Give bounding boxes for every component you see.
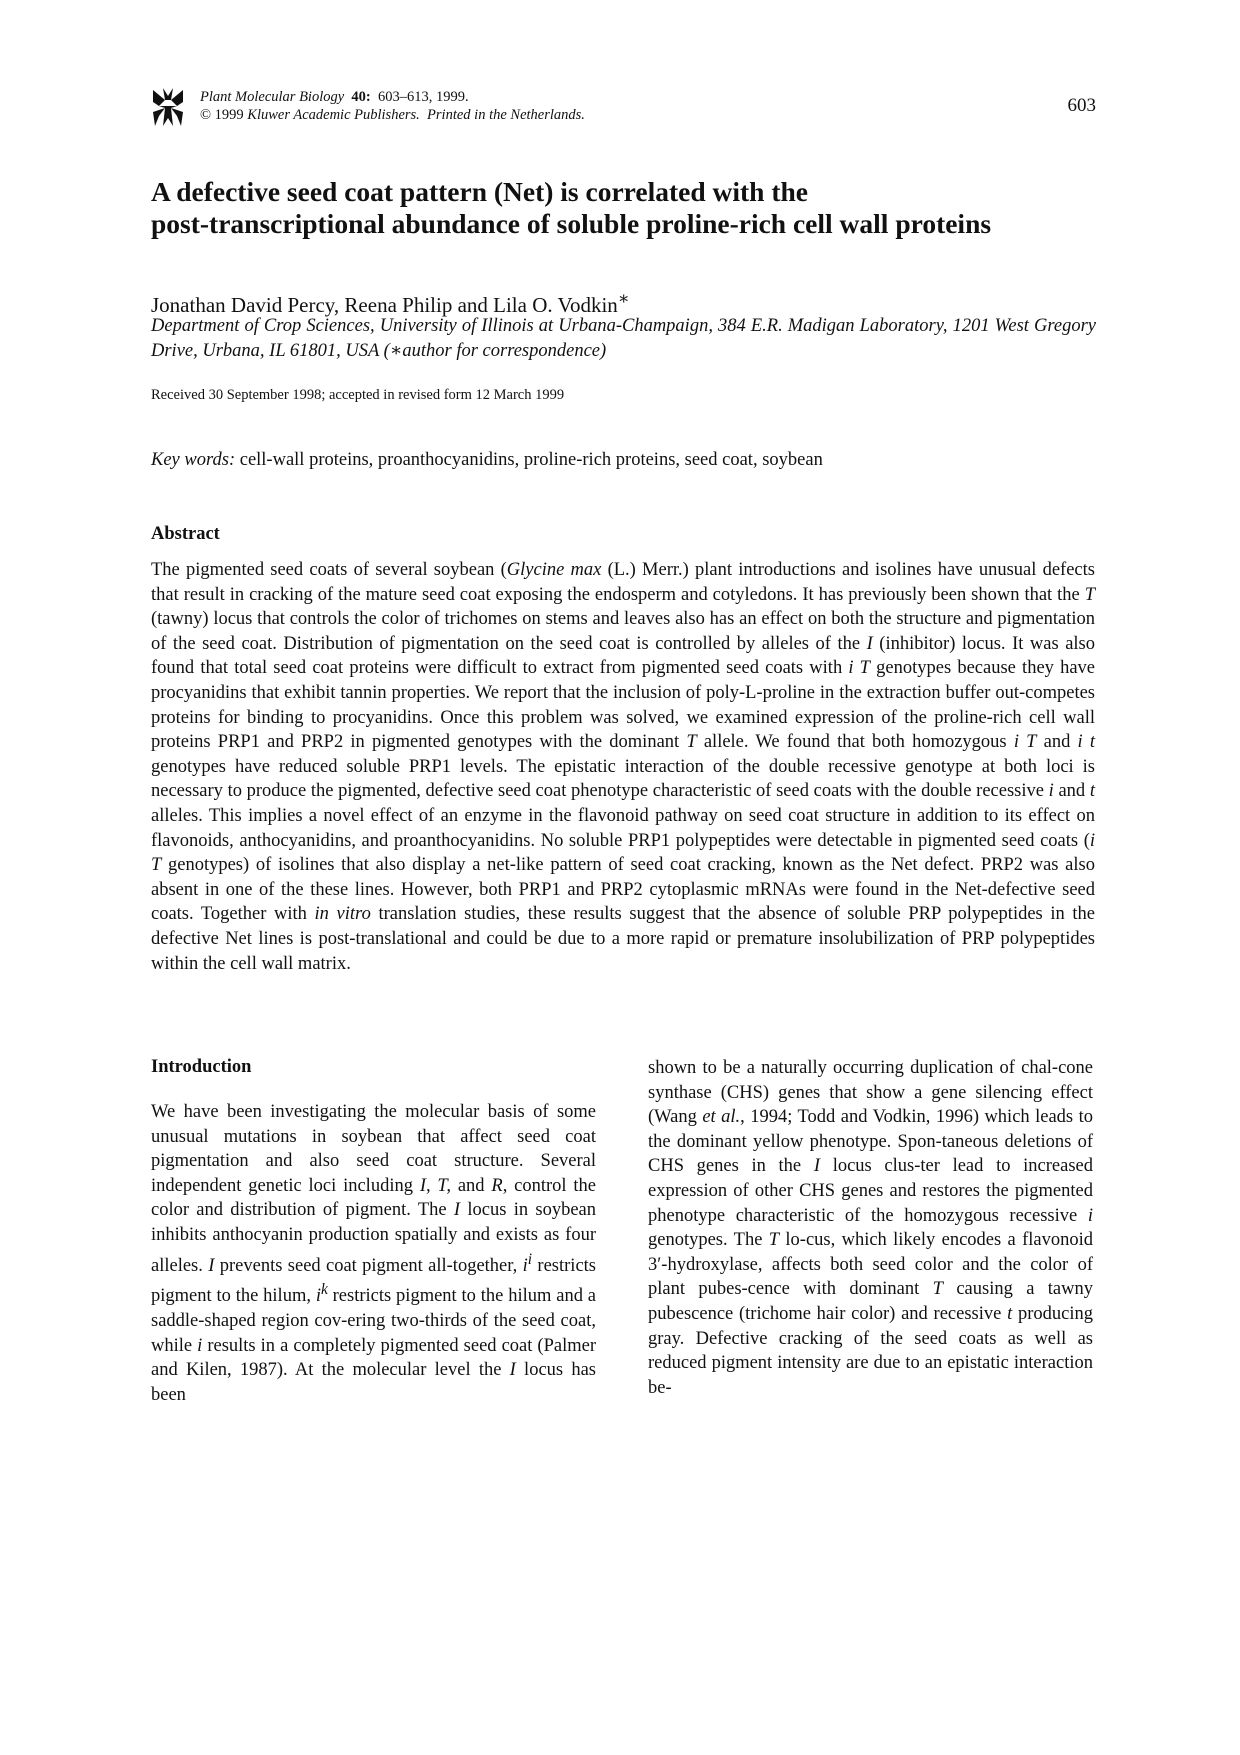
keywords [151,450,823,471]
keywords-label: Key words: [151,450,236,470]
page-number: 603 [1067,95,1096,116]
abstract-text: The pigmented seed coats of several soybean (Glycine max (L.) Merr.) plant introductions and isolines have unusual defects that result in cracking of the mature seed coat exposing the endosperm and cotyledons. It has previously been shown that the T (tawny) locus that controls the color of trichomes on stems and leaves also has an effect on both the structure and pigmentation of the seed coat. Distribution of pigmentation on the seed coat is controlled by alleles of the I (inhibitor) locus. It was also found that total seed coat proteins were difficult to extract from pigmented seed coats with i T genotypes because they have procyanidins that exhibit tannin properties. We report that the inclusion of poly-L-proline in the extraction buffer out-competes proteins for binding to procyanidins. Once this problem was solved, we examined expression of the proline-rich cell wall proteins PRP1 and PRP2 in pigmented genotypes with the dominant T allele. We found that both homozygous i T and i t genotypes have reduced soluble PRP1 levels. The epistatic interaction of the double recessive genotype at both loci is necessary to produce the pigmented, defective seed coat phenotype characteristic of seed coats with the double recessive i and t alleles. This implies a novel effect of an enzyme in the flavonoid pathway on seed coat structure in addition to its effect on flavonoids, anthocyanidins, and proanthocyanidins. No soluble PRP1 polypeptides were detectable in pigmented seed coats (i T genotypes) of isolines that also display a net-like pattern of seed coat cracking, known as the Net defect. PRP2 was also absent in one of the these lines. However, both PRP1 and PRP2 cytoplasmic mRNAs were found in the Net-defective seed coats. Together with in vitro translation studies, these results suggest that the absence of soluble PRP polypeptides in the defective Net lines is post-translational and could be due to a more rapid or premature insolubilization of PRP polypeptides within the cell wall matrix. [151,560,1096,974]
publisher-name: Kluwer Academic Publishers. [247,107,420,123]
abstract-heading: Abstract [151,524,220,544]
journal-citation [200,88,585,124]
copyright-symbol: © [200,107,212,123]
introduction-column-left: We have been investigating the molecular basis of some unusual mutations in soybean that affect seed coat pigmentation and also seed coat structure. Several independent genetic loci including I, T, and R, control the color and distribution of pigment. The I locus in soybean inhibits anthocyanin production spatially and exists as four alleles. I prevents seed coat pigment all-together, $i^i$ restricts pigment to the hilum, $i^k$ restricts pigment to the hilum and a saddle-shaped region cov-ering two-thirds of the seed coat, while i results in a completely pigmented seed coat (Palmer and Kilen, 1987). At the molecular level the I locus has been [151,1102,596,1405]
journal-citation-line2 [200,106,585,124]
title-line-2: post-transcriptional abundance of soluble proline-rich cell wall proteins [151,208,992,239]
journal-volume: 40: [351,89,371,105]
author-affiliation: Department of Crop Sciences, University of Illinois at Urbana-Champaign, 384 E.R. Madigan Laboratory, 1201 West Gregory Drive, Urbana, IL 61801, USA (∗author for correspondence) [151,316,1096,361]
introduction-heading: Introduction [151,1057,252,1077]
printed-location: Printed in the Netherlands. [427,107,585,123]
journal-citation-line1 [200,88,585,106]
kluwer-logo-icon [151,86,185,128]
journal-pages-year: 603–613, 1999. [378,89,469,105]
title-line-1: A defective seed coat pattern (Net) is correlated with the [151,176,808,207]
correspondence-mark: ∗ [617,288,630,308]
author-names: Jonathan David Percy, Reena Philip and Lila O. Vodkin [151,293,618,317]
introduction-column-right: shown to be a naturally occurring duplication of chal-cone synthase (CHS) genes that show a gene silencing effect (Wang et al., 1994; Todd and Vodkin, 1996) which leads to the dominant yellow phenotype. Spon-taneous deletions of CHS genes in the I locus clus-ter lead to increased expression of other CHS genes and restores the pigmented phenotype characteristic of the homozygous recessive i genotypes. The T lo-cus, which likely encodes a flavonoid 3′-hydroxylase, affects both seed color and the color of plant pubes-cence with dominant T causing a tawny pubescence (trichome hair color) and recessive t producing gray. Defective cracking of the seed coats as well as reduced pigment intensity are due to an epistatic interaction be- [648,1058,1094,1398]
journal-name: Plant Molecular Biology [200,89,345,105]
article-title [151,176,1111,240]
received-dates: Received 30 September 1998; accepted in revised form 12 March 1999 [151,387,565,403]
copyright-year: 1999 [214,107,244,123]
keywords-list: cell-wall proteins, proanthocyanidins, proline-rich proteins, seed coat, soybean [239,450,823,470]
